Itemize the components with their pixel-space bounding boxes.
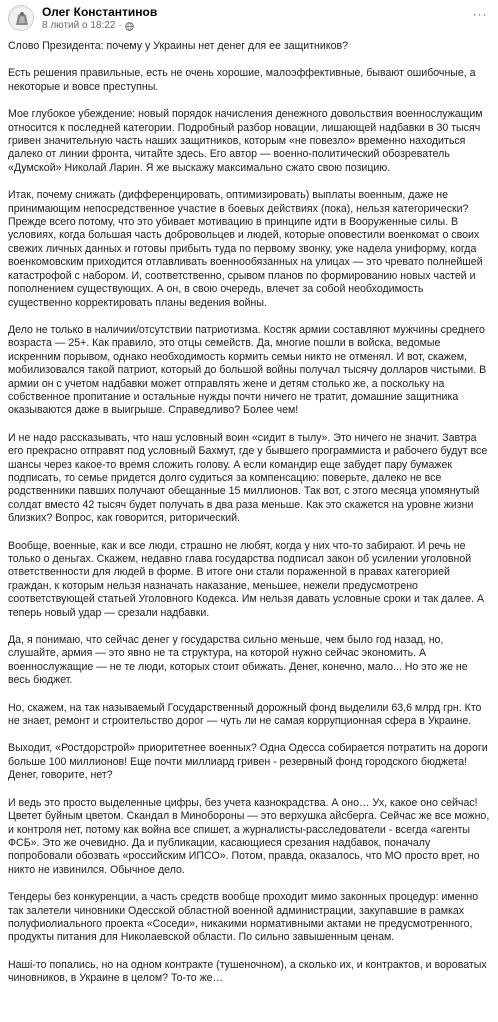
author-name[interactable]: Олег Константинов <box>42 5 158 19</box>
post-timestamp[interactable]: 8 лютий о 18:22 <box>42 20 116 31</box>
post-paragraph: Тендеры без конкуренции, а часть средств вообще проходит мимо законных процедур: именно так залетели чиновники Одесской областной военной администрации, закупавшие в рамках полуфиолиального проекта «Соседи», никакими нормативными актами не предусмотренного, продукты питания для Николаевской области. По сильно завышенным ценам. <box>8 891 479 944</box>
meta-separator: · <box>118 20 122 31</box>
post-paragraph: И ведь это просто выделенные цифры, без учета казнокрадства. А оно… Ух, какое оно сейчас! Цветет буйным цветом. Скандал в Минобороны — это верхушка айсберга. Сейчас же все можно, и контроля нет, потому как война все спишет, а журналисты-расследователи - всегда «агенты ФСБ». Это же очевидно. Да и публикации, касающиеся срезания надбавок, поначалу попробовали обозвать «российским ИПСО». Потом, правда, оказалось, что МО просто врет, но никто не извинился. Обычное дело. <box>8 796 490 876</box>
post-paragraph: Дело не только в наличии/отсутствии патриотизма. Костяк армии составляют мужчины среднего возраста — 25+. Как правило, это отцы семейств. Да, многие пошли в войска, ведомые искренним порывом, однако необходимость кормить семьи никто не отменял. И вот, скажем, мобилизовался такой патриот, который до большой войны получал тысячу долларов чистыми. В армии он с учетом надбавки может отправлять жене и детям столько же, а поскольку на собственное пропитание и остальные нужды почти ничего не тратит, домашние защитника оказываются даже в выигрыше. Справедливо? Более чем! <box>8 323 487 417</box>
post-paragraph: Да, я понимаю, что сейчас денег у государства сильно меньше, чем было год назад, но, слушайте, армия — это явно не та структура, на которой нужно сейчас экономить. А военнослужащие — не те люди, которых стоит обижать. Денег, конечно, мало... Но это же не весь бюджет. <box>8 634 468 687</box>
post-paragraph: Выходит, «Ростдорстрой» приоритетнее военных? Одна Одесса собирается потратить на дороги больше 100 миллионов! Еще почти миллиард гривен - резервный фонд городского бюджета! Денег, говорите, нет? <box>8 742 488 782</box>
post-paragraph: Мое глубокое убеждение: новый порядок начисления денежного довольствия военнослужащим относится к последней категории. Подробный разбор новации, лишающей надбавки в 30 тысяч гривен значительную часть наших защитников, которым «не повезло» временно находиться далеко от линии фронта, читайте здесь. Его автор — военно-политический обозреватель «Думской» Николай Ларин. Я же выскажу максимально сжато свою позицию. <box>8 108 483 174</box>
post-meta <box>42 20 470 32</box>
post-paragraph: Итак, почему снижать (дифференцировать, оптимизировать) выплаты военным, даже не принимающим непосредственное участие в боевых действиях (пока), нельзя категорически? Прежде всего потому, что это убивает мотивацию в принципе идти в Вооруженные силы. В условиях, когда большая часть добровольцев и людей, которые оповестили военкомат о своих свежих личных данных и готовы прибыть туда по первому звонку, уже надела униформу, когда военкомовским приходится отлавливать военнообязанных на улицах — это чревато полнейшей катастрофой с набором. И, соответственно, срывом планов по формированию новых частей и пополнением существующих. А он, в свою очередь, влечет за собой необходимость существенно корректировать планы ведения войны. <box>8 189 483 309</box>
post-paragraph: Есть решения правильные, есть не очень хорошие, малоэффективные, бывают ошибочные, а некоторые и вовсе преступны. <box>8 67 476 93</box>
post-paragraph: Слово Президента: почему у Украины нет денег для ее защитников? <box>8 40 348 52</box>
author-avatar[interactable] <box>8 5 34 31</box>
header-text <box>42 5 470 32</box>
avatar-emblem-icon <box>9 6 34 31</box>
post-body <box>0 40 498 986</box>
post-paragraph: И не надо рассказывать, что наш условный воин «сидит в тылу». Это ничего не значит. Завтра его прекрасно отправят под условный Бахмут, где у бывшего программиста и рабочего будут все шансы через какое-то время сложить голову. А если командир еще забудет пару бумажек подписать, то семье придется долго судиться за компенсацию: поверьте, далеко не все родственники павших получают обещанные 15 миллионов. Так вот, с этого месяца упомянутый солдат вместо 42 тысяч будет получать в два раза меньше. Как это скажется на уровне жизни близких? Вопрос, как говорится, риторический. <box>8 431 488 525</box>
post-header <box>0 0 498 40</box>
more-options-icon[interactable]: ··· <box>472 7 488 21</box>
post-paragraph: Вообще, военные, как и все люди, страшно не любят, когда у них что-то забирают. И речь не только о деньгах. Скажем, недавно глава государства подписал закон об усилении уголовной ответственности для людей в форме. В итоге они стали пораженной в правах категорией граждан, к которым нельзя назначать наказание, меньшее, нежели предусмотрено соответствующей статьей Уголовного Кодекса. Им нельзя давать условные сроки и так далее. А теперь новый удар — срезали надбавки. <box>8 539 485 619</box>
post-paragraph: Нашi-то попались, но на одном контракте (тушеночном), а сколько их, и контрактов, и вороватых чиновников, в Украине в целом? То-то же… <box>8 958 487 985</box>
post-paragraph: Но, скажем, на так называемый Государственный дорожный фонд выделили 63,6 млрд грн. Кто не знает, ремонт и строительство дорог — чуть ли не самая коррупционная сфера в Украине. <box>8 701 482 728</box>
globe-icon[interactable] <box>125 22 134 31</box>
